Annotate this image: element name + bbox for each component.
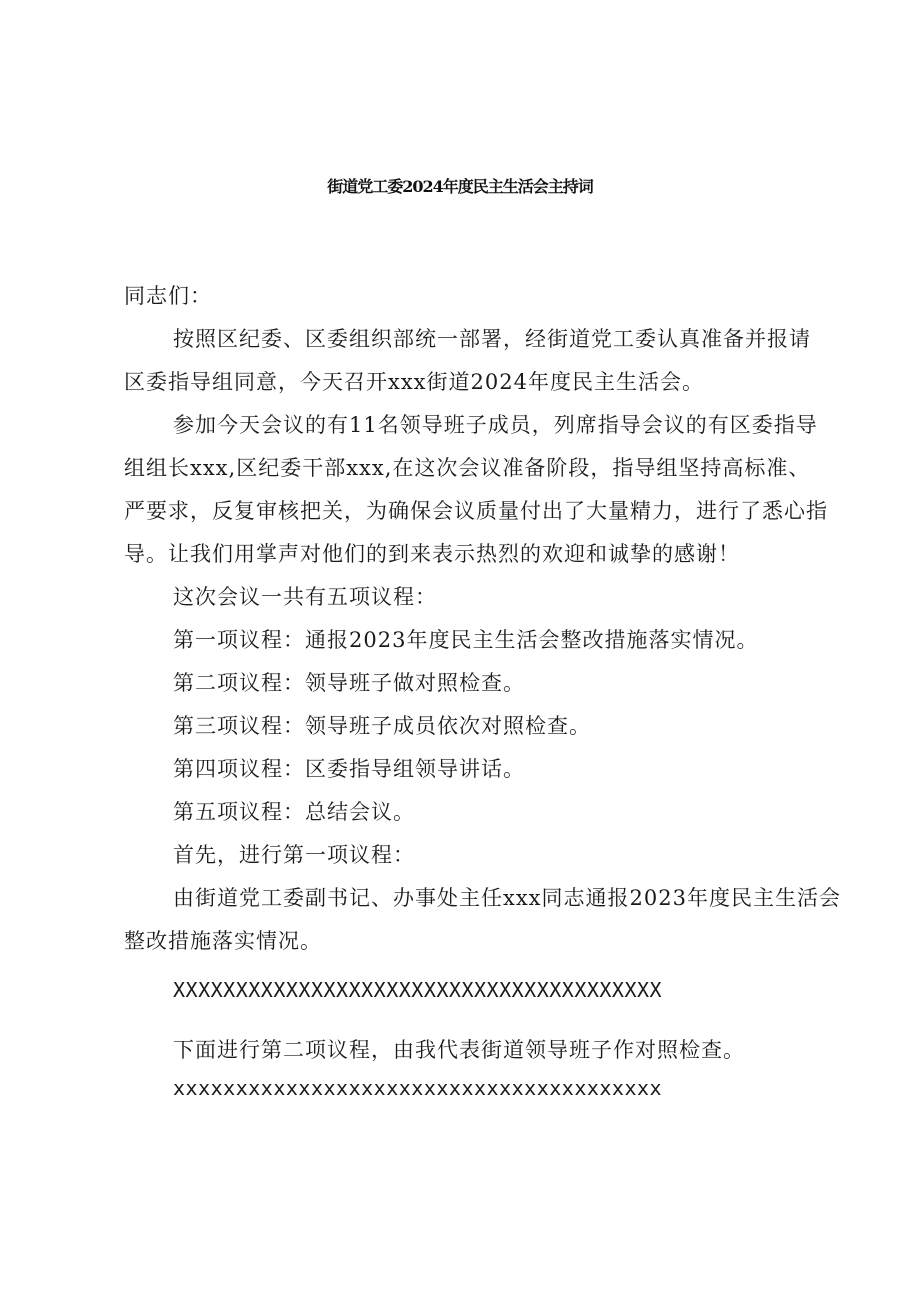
paragraph-line: 组组长xxx,区纪委干部xxx,在这次会议准备阶段，指导组坚持高标准、	[124, 456, 811, 480]
second-item-intro: 下面进行第二项议程，由我代表街道领导班子作对照检查。	[173, 1038, 745, 1062]
paragraph-line: 按照区纪委、区委组织部统一部署，经街道党工委认真准备并报请	[173, 327, 811, 351]
agenda-item: 第二项议程：领导班子做对照检查。	[173, 671, 525, 695]
first-item-intro: 首先，进行第一项议程：	[173, 843, 415, 867]
agenda-intro: 这次会议一共有五项议程：	[173, 585, 437, 609]
agenda-item: 第三项议程：领导班子成员依次对照检查。	[173, 714, 591, 738]
paragraph-line: 由街道党工委副书记、办事处主任xxx同志通报2023年度民主生活会	[173, 886, 841, 910]
paragraph-line: 严要求，反复审核把关，为确保会议质量付出了大量精力，进行了悉心指	[124, 499, 828, 523]
agenda-item: 第一项议程：通报2023年度民主生活会整改措施落实情况。	[173, 628, 759, 652]
paragraph-line: 整改措施落实情况。	[124, 929, 322, 953]
agenda-item: 第四项议程：区委指导组领导讲话。	[173, 757, 525, 781]
placeholder-line: xxxxxxxxxxxxxxxxxxxxxxxxxxxxxxxxxxxxxxx	[173, 1076, 663, 1100]
paragraph-line: 参加今天会议的有11名领导班子成员，列席指导会议的有区委指导	[173, 413, 818, 437]
placeholder-line: XXXXXXXXXXXXXXXXXXXXXXXXXXXXXXXXXXXXXXX	[173, 978, 663, 1002]
paragraph-line: 区委指导组同意，今天召开xxx街道2024年度民主生活会。	[124, 370, 704, 394]
salutation: 同志们：	[124, 284, 212, 308]
document-title: 街道党工委2024年度民主生活会主持词	[327, 177, 593, 196]
paragraph-line: 导。让我们用掌声对他们的到来表示热烈的欢迎和诚挚的感谢！	[124, 542, 740, 566]
agenda-item: 第五项议程：总结会议。	[173, 800, 415, 824]
